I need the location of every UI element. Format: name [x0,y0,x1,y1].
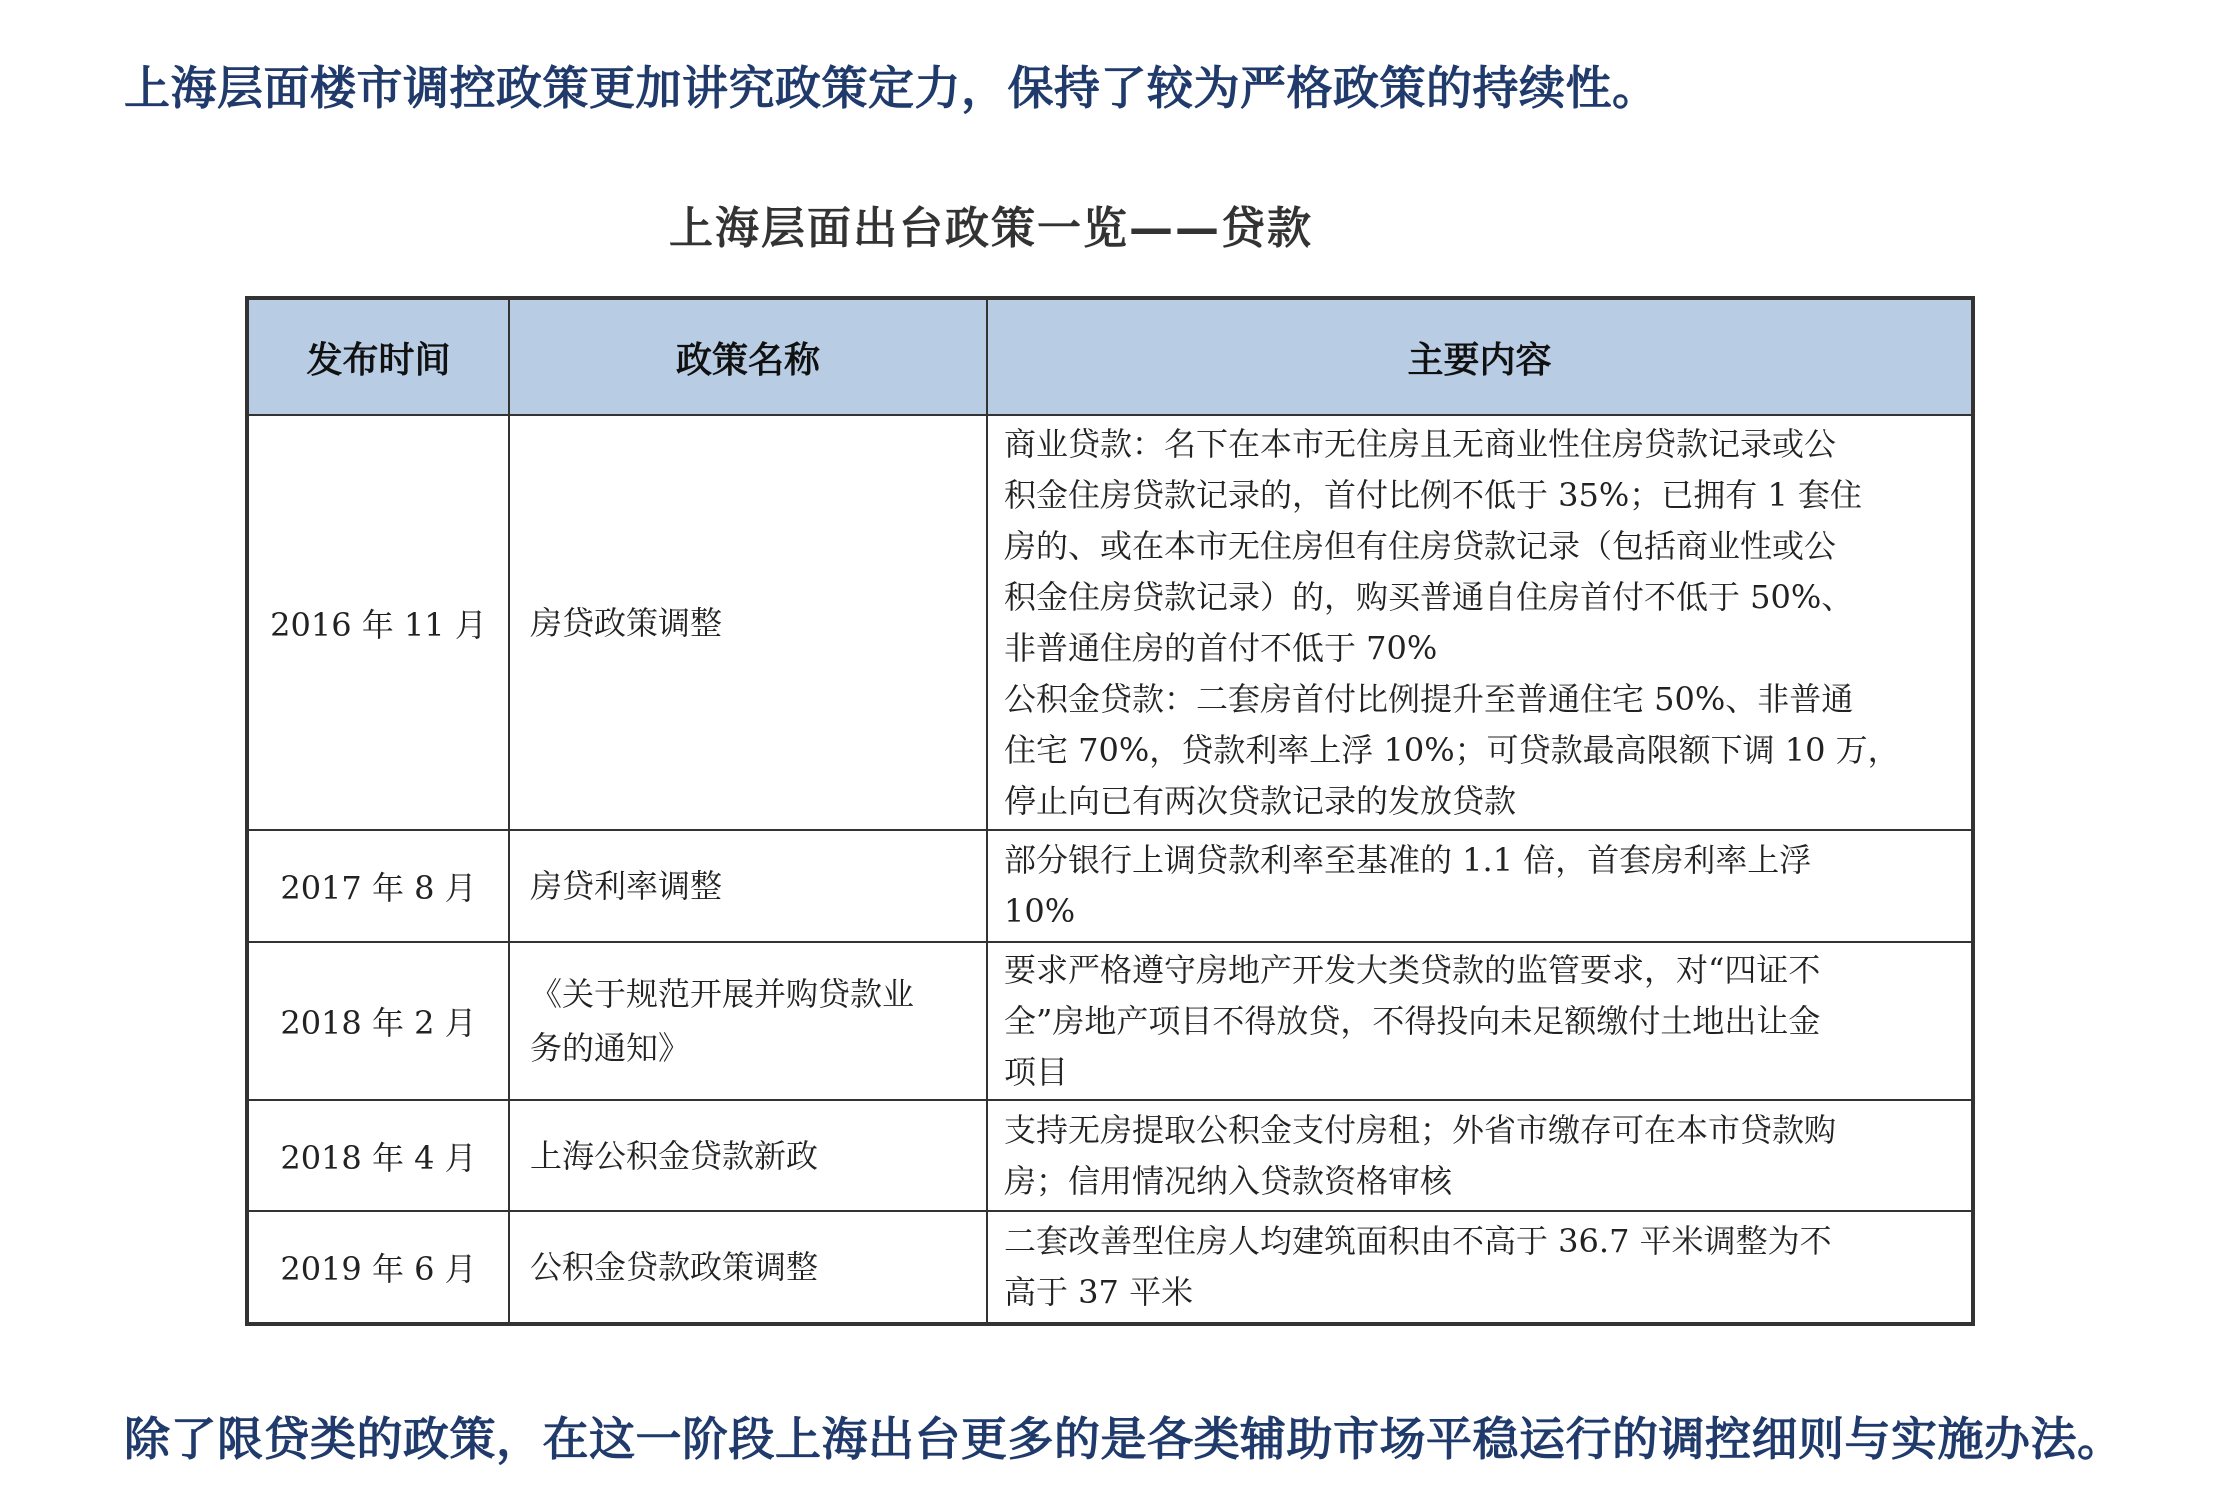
release-date-cell: 2017 年 8 月 [247,830,509,942]
header-release-date: 发布时间 [247,298,509,415]
table-row [247,415,1973,830]
intro-paragraph: 上海层面楼市调控政策更加讲究政策定力，保持了较为严格政策的持续性。 [124,61,1659,115]
policy-content-cell: 支持无房提取公积金支付房租；外省市缴存可在本市贷款购 房；信用情况纳入贷款资格审核 [987,1100,1973,1211]
release-date-cell: 2016 年 11 月 [247,415,509,830]
table-row [247,830,1973,942]
policy-content-cell: 要求严格遵守房地产开发大类贷款的监管要求，对“四证不 全”房地产项目不得放贷，不得投向未足额缴付土地出让金 项目 [987,942,1973,1100]
release-date-cell: 2019 年 6 月 [247,1211,509,1324]
release-date-cell: 2018 年 2 月 [247,942,509,1100]
policy-table [245,296,1975,1326]
table-title: 上海层面出台政策一览——贷款 [669,203,1313,254]
table-row [247,942,1973,1100]
policy-name-cell: 《关于规范开展并购贷款业 务的通知》 [509,942,987,1100]
policy-content-cell: 二套改善型住房人均建筑面积由不高于 36.7 平米调整为不 高于 37 平米 [987,1211,1973,1324]
policy-content-cell: 商业贷款：名下在本市无住房且无商业性住房贷款记录或公 积金住房贷款记录的，首付比例不低于 35%；已拥有 1 套住 房的、或在本市无住房但有住房贷款记录（包括商业性或公 积金住房贷款记录）的，购买普通自住房首付不低于 50%、 非普通住房的首付不低于 70% 公积金贷款：二套房首付比例提升至普通住宅 50%、非普通 住宅 70%，贷款利率上浮 10%；可贷款最高限额下调 10 万， 停止向已有两次贷款记录的发放贷款 [987,415,1973,830]
table-row [247,1211,1973,1324]
header-policy-name: 政策名称 [509,298,987,415]
policy-name-cell: 房贷政策调整 [509,415,987,830]
table-header-row [247,298,1973,415]
policy-content-cell: 部分银行上调贷款利率至基准的 1.1 倍，首套房利率上浮 10% [987,830,1973,942]
table-row [247,1100,1973,1211]
release-date-cell: 2018 年 4 月 [247,1100,509,1211]
header-main-content: 主要内容 [987,298,1973,415]
policy-name-cell: 公积金贷款政策调整 [509,1211,987,1324]
policy-name-cell: 房贷利率调整 [509,830,987,942]
policy-name-cell: 上海公积金贷款新政 [509,1100,987,1211]
outro-paragraph: 除了限贷类的政策，在这一阶段上海出台更多的是各类辅助市场平稳运行的调控细则与实施办法。 [124,1412,2124,1466]
